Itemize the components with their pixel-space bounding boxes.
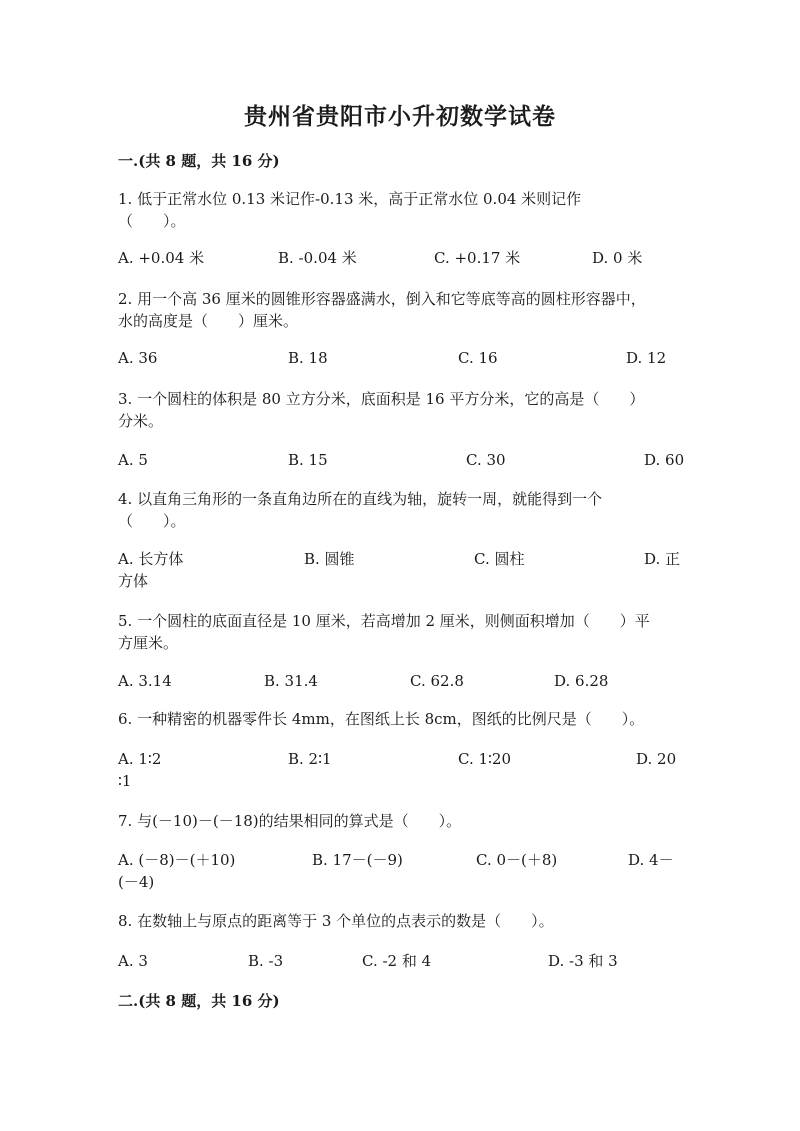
q5-option-c: C. 62.8 — [410, 672, 464, 690]
question-5 — [118, 610, 683, 654]
question-5-line2: 方厘米。 — [118, 634, 179, 652]
q1-option-b: B. -0.04 米 — [278, 249, 357, 267]
question-1-line2: （ ）。 — [118, 212, 186, 230]
q7-option-d: D. 4－ — [628, 851, 674, 869]
question-6 — [118, 708, 683, 730]
question-1 — [118, 188, 683, 232]
q3-option-c: C. 30 — [466, 451, 506, 469]
q3-option-b: B. 15 — [288, 451, 328, 469]
q6-option-d-wrap: ∶1 — [118, 772, 132, 790]
q8-option-c: C. -2 和 4 — [362, 952, 432, 970]
q1-option-c: C. +0.17 米 — [434, 249, 521, 267]
question-2-line2: 水的高度是（ ）厘米。 — [118, 312, 299, 330]
q8-option-d: D. -3 和 3 — [548, 952, 618, 970]
q3-option-d: D. 60 — [644, 451, 685, 469]
question-1-line1: 1. 低于正常水位 0.13 米记作-0.13 米，高于正常水位 0.04 米则记作 — [118, 190, 582, 208]
question-8-line1: 8. 在数轴上与原点的距离等于 3 个单位的点表示的数是（ ）。 — [118, 912, 554, 930]
q8-option-a: A. 3 — [118, 952, 148, 970]
q6-option-a: A. 1∶2 — [118, 750, 162, 768]
q2-option-d: D. 12 — [626, 349, 667, 367]
q1-option-a: A. +0.04 米 — [118, 249, 205, 267]
q7-option-b: B. 17－(－9) — [312, 851, 403, 869]
q2-option-a: A. 36 — [118, 349, 158, 367]
q6-option-b: B. 2∶1 — [288, 750, 332, 768]
q5-option-a: A. 3.14 — [118, 672, 172, 690]
question-4-line2: （ ）。 — [118, 512, 186, 530]
question-6-line1: 6. 一种精密的机器零件长 4mm，在图纸上长 8cm，图纸的比例尺是（ ）。 — [118, 710, 645, 728]
question-7-line1: 7. 与(－10)－(－18)的结果相同的算式是（ ）。 — [118, 812, 462, 830]
q7-option-a: A. (－8)－(＋10) — [118, 851, 236, 869]
q4-option-a: A. 长方体 — [118, 550, 184, 568]
question-2 — [118, 288, 683, 332]
q7-option-c: C. 0－(＋8) — [476, 851, 558, 869]
q2-option-b: B. 18 — [288, 349, 328, 367]
question-4-line1: 4. 以直角三角形的一条直角边所在的直线为轴，旋转一周，就能得到一个 — [118, 490, 603, 508]
question-3-line1: 3. 一个圆柱的体积是 80 立方分米，底面积是 16 平方分米，它的高是（ ） — [118, 390, 645, 408]
question-2-line1: 2. 用一个高 36 厘米的圆锥形容器盛满水，倒入和它等底等高的圆柱形容器中， — [118, 290, 646, 308]
q6-option-d: D. 20 — [636, 750, 677, 768]
question-7 — [118, 810, 683, 832]
q4-option-c: C. 圆柱 — [474, 550, 525, 568]
question-4 — [118, 488, 683, 532]
q3-option-a: A. 5 — [118, 451, 148, 469]
page-title: 贵州省贵阳市小升初数学试卷 — [244, 103, 556, 130]
q6-option-c: C. 1∶20 — [458, 750, 512, 768]
question-3-line2: 分米。 — [118, 412, 164, 430]
q5-option-d: D. 6.28 — [554, 672, 609, 690]
q1-option-d: D. 0 米 — [592, 249, 643, 267]
q4-option-b: B. 圆锥 — [304, 550, 355, 568]
question-5-line1: 5. 一个圆柱的底面直径是 10 厘米，若高增加 2 厘米，则侧面积增加（ ）平 — [118, 612, 650, 630]
q7-option-d-wrap: (－4) — [118, 873, 155, 891]
q4-option-d-wrap: 方体 — [118, 572, 149, 590]
question-8 — [118, 910, 683, 932]
q5-option-b: B. 31.4 — [264, 672, 318, 690]
section-heading-2: 二.(共 8 题，共 16 分) — [118, 992, 280, 1010]
q4-option-d: D. 正 — [644, 550, 681, 568]
q8-option-b: B. -3 — [248, 952, 284, 970]
section-heading-1: 一.(共 8 题，共 16 分) — [118, 152, 280, 170]
q2-option-c: C. 16 — [458, 349, 498, 367]
question-3 — [118, 388, 683, 432]
